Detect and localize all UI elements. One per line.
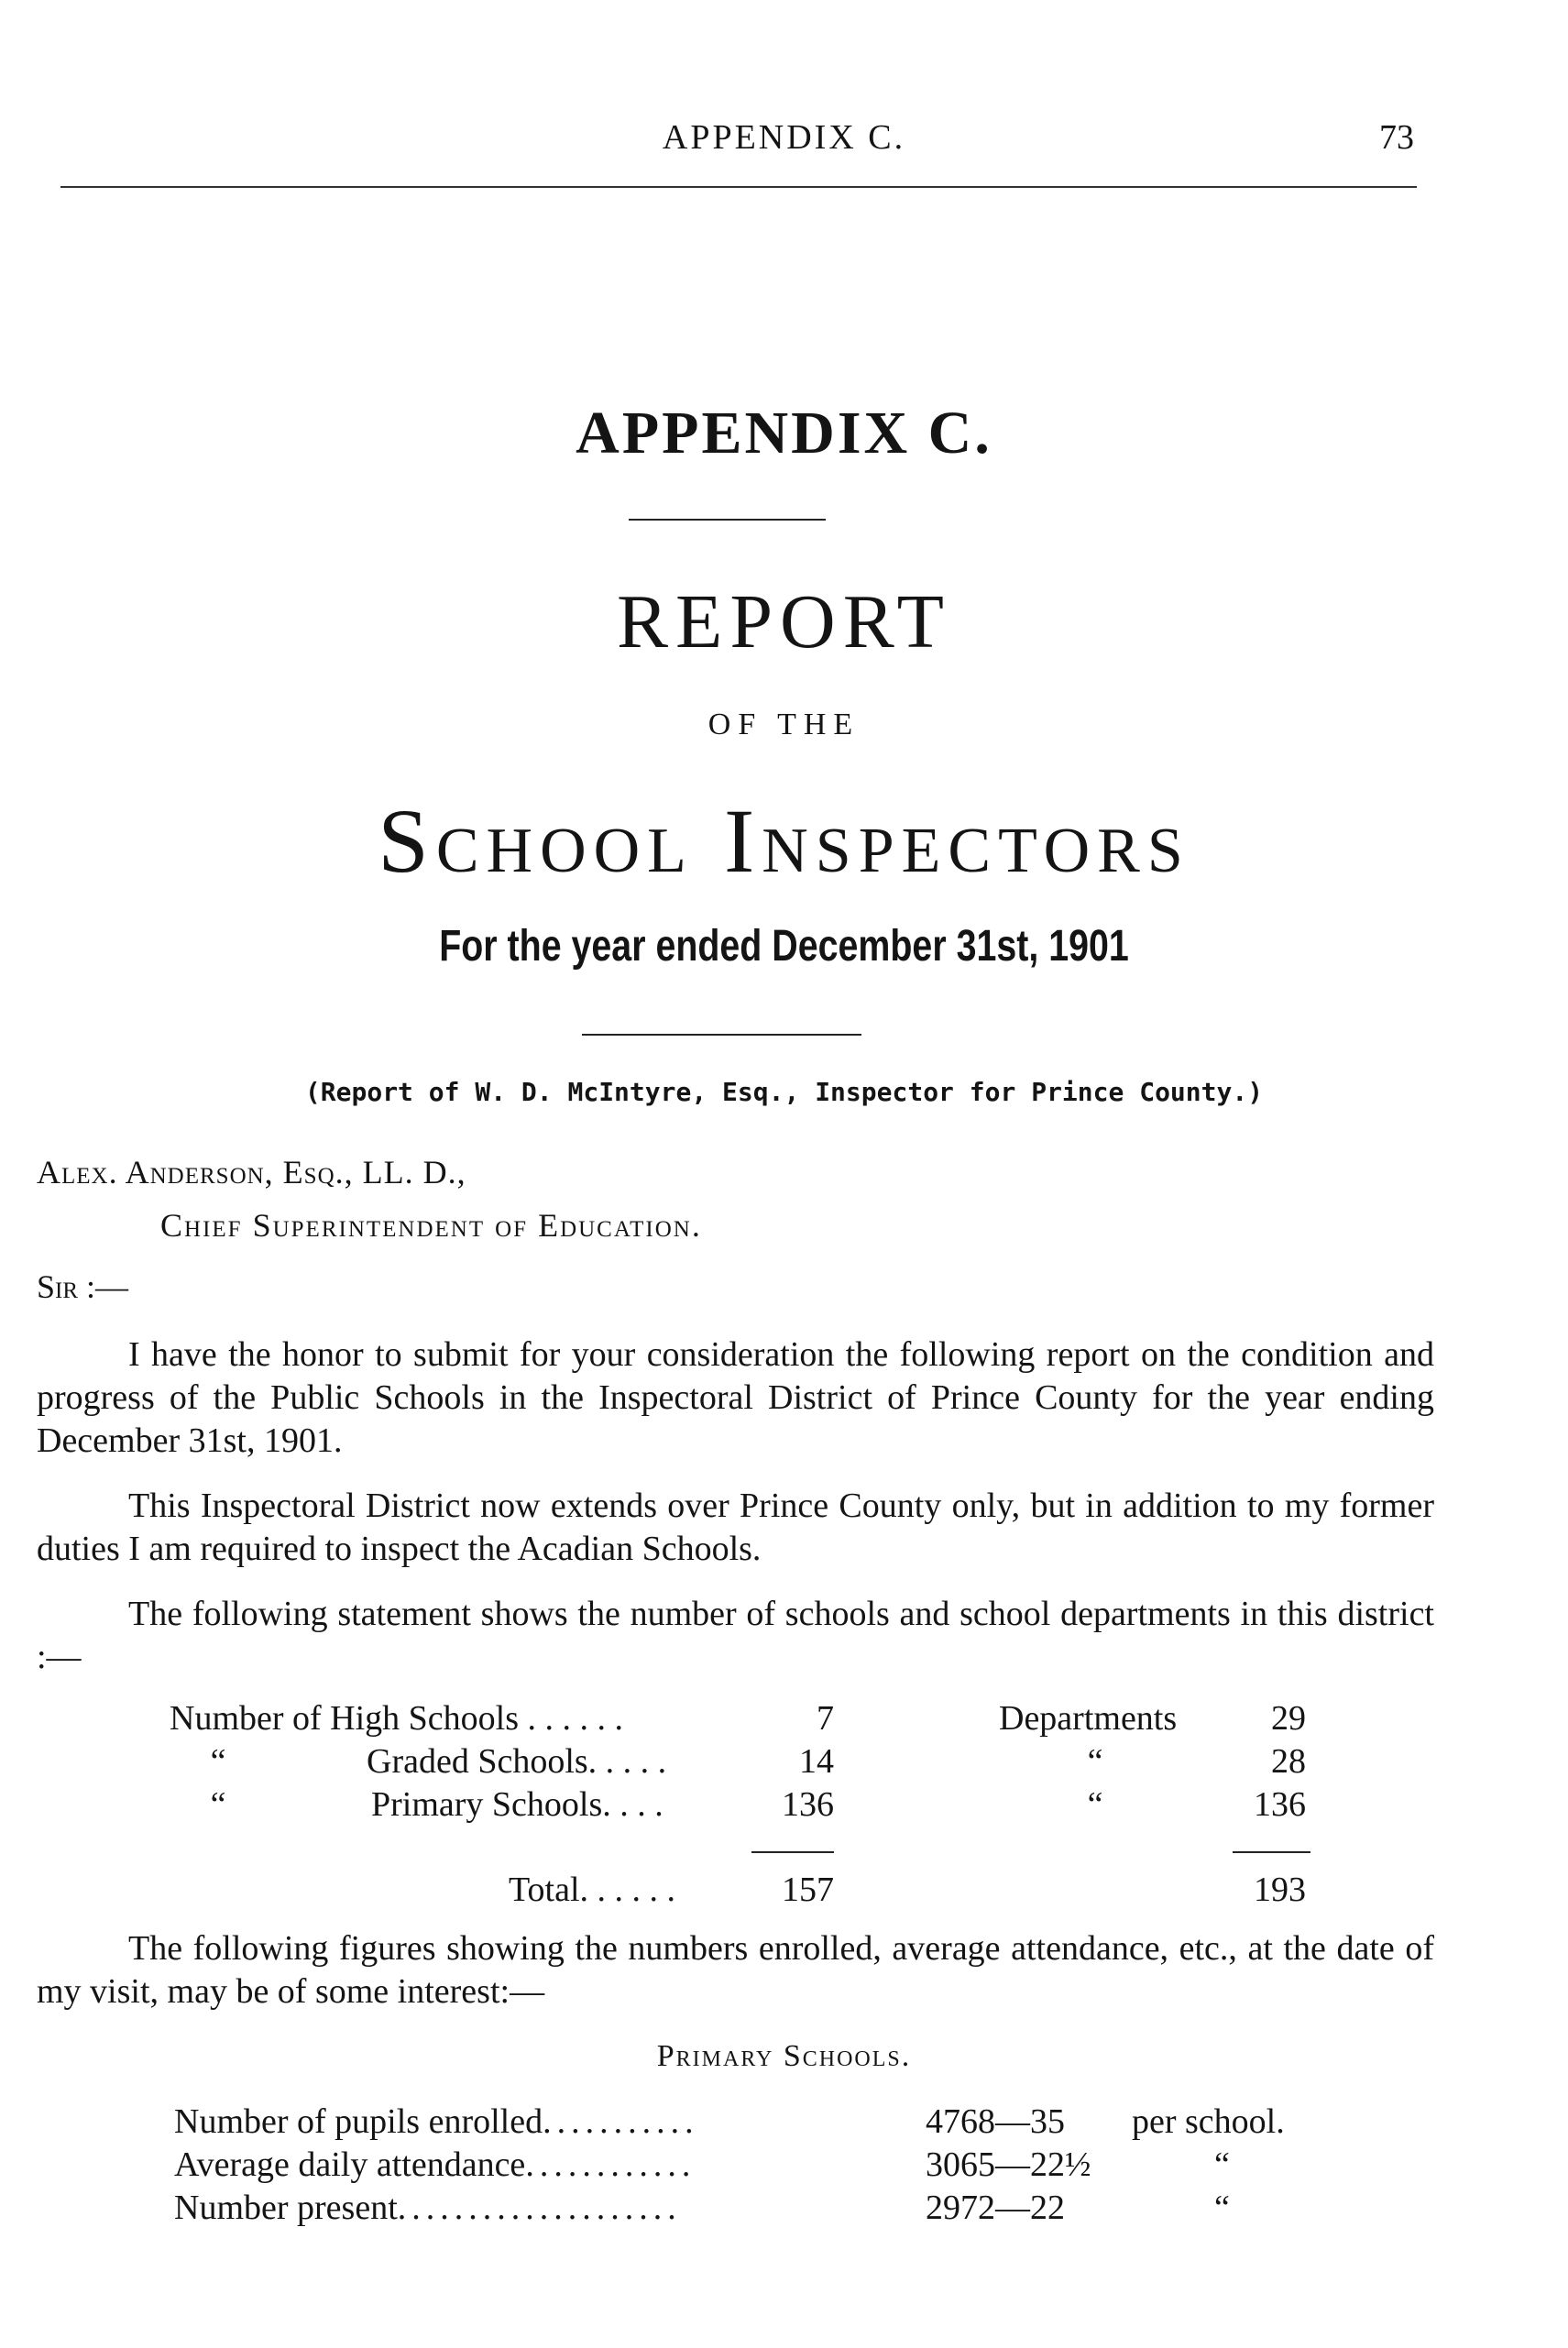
paragraph-district: This Inspectoral District now extends over Prince County only, but in addition to my former duties I am required to inspect the Acadian Schools.	[37, 1487, 1434, 1568]
of-the-line: OF THE	[707, 708, 861, 741]
table-cell-count: 7	[817, 1699, 834, 1738]
stat-unit: “	[1214, 2189, 1230, 2227]
stat-label: Number present....................	[174, 2189, 682, 2227]
ditto-mark: “	[1087, 1742, 1103, 1781]
table-cell-departments: 136	[1254, 1785, 1306, 1824]
stat-label: Number of pupils enrolled...........	[174, 2102, 699, 2141]
table-row-label: Number of High Schools . . . . . .	[170, 1699, 624, 1738]
ditto-mark: “	[210, 1785, 226, 1824]
stat-unit: “	[1214, 2145, 1230, 2184]
table-cell-count: 136	[782, 1785, 834, 1824]
year-line: For the year ended December 31st, 1901	[439, 922, 1129, 971]
header-rule	[60, 186, 1417, 188]
ditto-mark: “	[210, 1742, 226, 1781]
page-number: 73	[1379, 118, 1414, 157]
main-title: School Inspectors	[378, 790, 1190, 892]
paragraph-statement: The following statement shows the number of schools and school departments in this district :—	[37, 1595, 1434, 1676]
table-row-label: Graded Schools. . . . .	[367, 1742, 667, 1781]
appendix-title: APPENDIX C.	[576, 400, 992, 466]
total-departments: 193	[1254, 1871, 1306, 1909]
stat-unit: per school.	[1132, 2102, 1285, 2141]
title-rule	[629, 519, 826, 521]
table-row-label: Primary Schools. . . .	[371, 1785, 663, 1824]
stat-value: 2972—22	[926, 2189, 1065, 2227]
total-label: Total. . . . . .	[509, 1871, 676, 1909]
paragraph-intro: I have the honor to submit for your consideration the following report on the condition and progress of the Public Schools in the Inspectoral District of Prince County for the year ending December 31st, 1901.	[37, 1335, 1434, 1460]
stat-value: 4768—35	[926, 2102, 1065, 2141]
total-rule	[751, 1851, 834, 1853]
stat-label: Average daily attendance............	[174, 2145, 696, 2184]
subtitle-rule	[582, 1034, 861, 1036]
paragraph-figures: The following figures showing the numbers enrolled, average attendance, etc., at the date of my visit, may be of some interest:—	[37, 1929, 1434, 2011]
table-cell-departments: 29	[1271, 1699, 1306, 1738]
ditto-mark: “	[1087, 1785, 1103, 1824]
addressee-name: Alex. Anderson, Esq., LL. D.,	[37, 1154, 466, 1190]
table-cell-dept-label: Departments	[999, 1699, 1178, 1738]
addressee-title: Chief Superintendent of Education.	[160, 1207, 702, 1244]
primary-schools-heading: Primary Schools.	[656, 2039, 912, 2073]
table-cell-count: 14	[799, 1742, 834, 1781]
running-title: APPENDIX C.	[662, 118, 906, 157]
total-rule	[1233, 1851, 1310, 1853]
report-title: REPORT	[616, 579, 951, 664]
total-count: 157	[782, 1871, 834, 1909]
stat-value: 3065—22½	[926, 2145, 1091, 2184]
table-cell-departments: 28	[1271, 1742, 1306, 1781]
report-attribution: (Report of W. D. McIntyre, Esq., Inspector for Prince County.)	[304, 1077, 1264, 1107]
salutation: Sir :—	[37, 1268, 129, 1305]
